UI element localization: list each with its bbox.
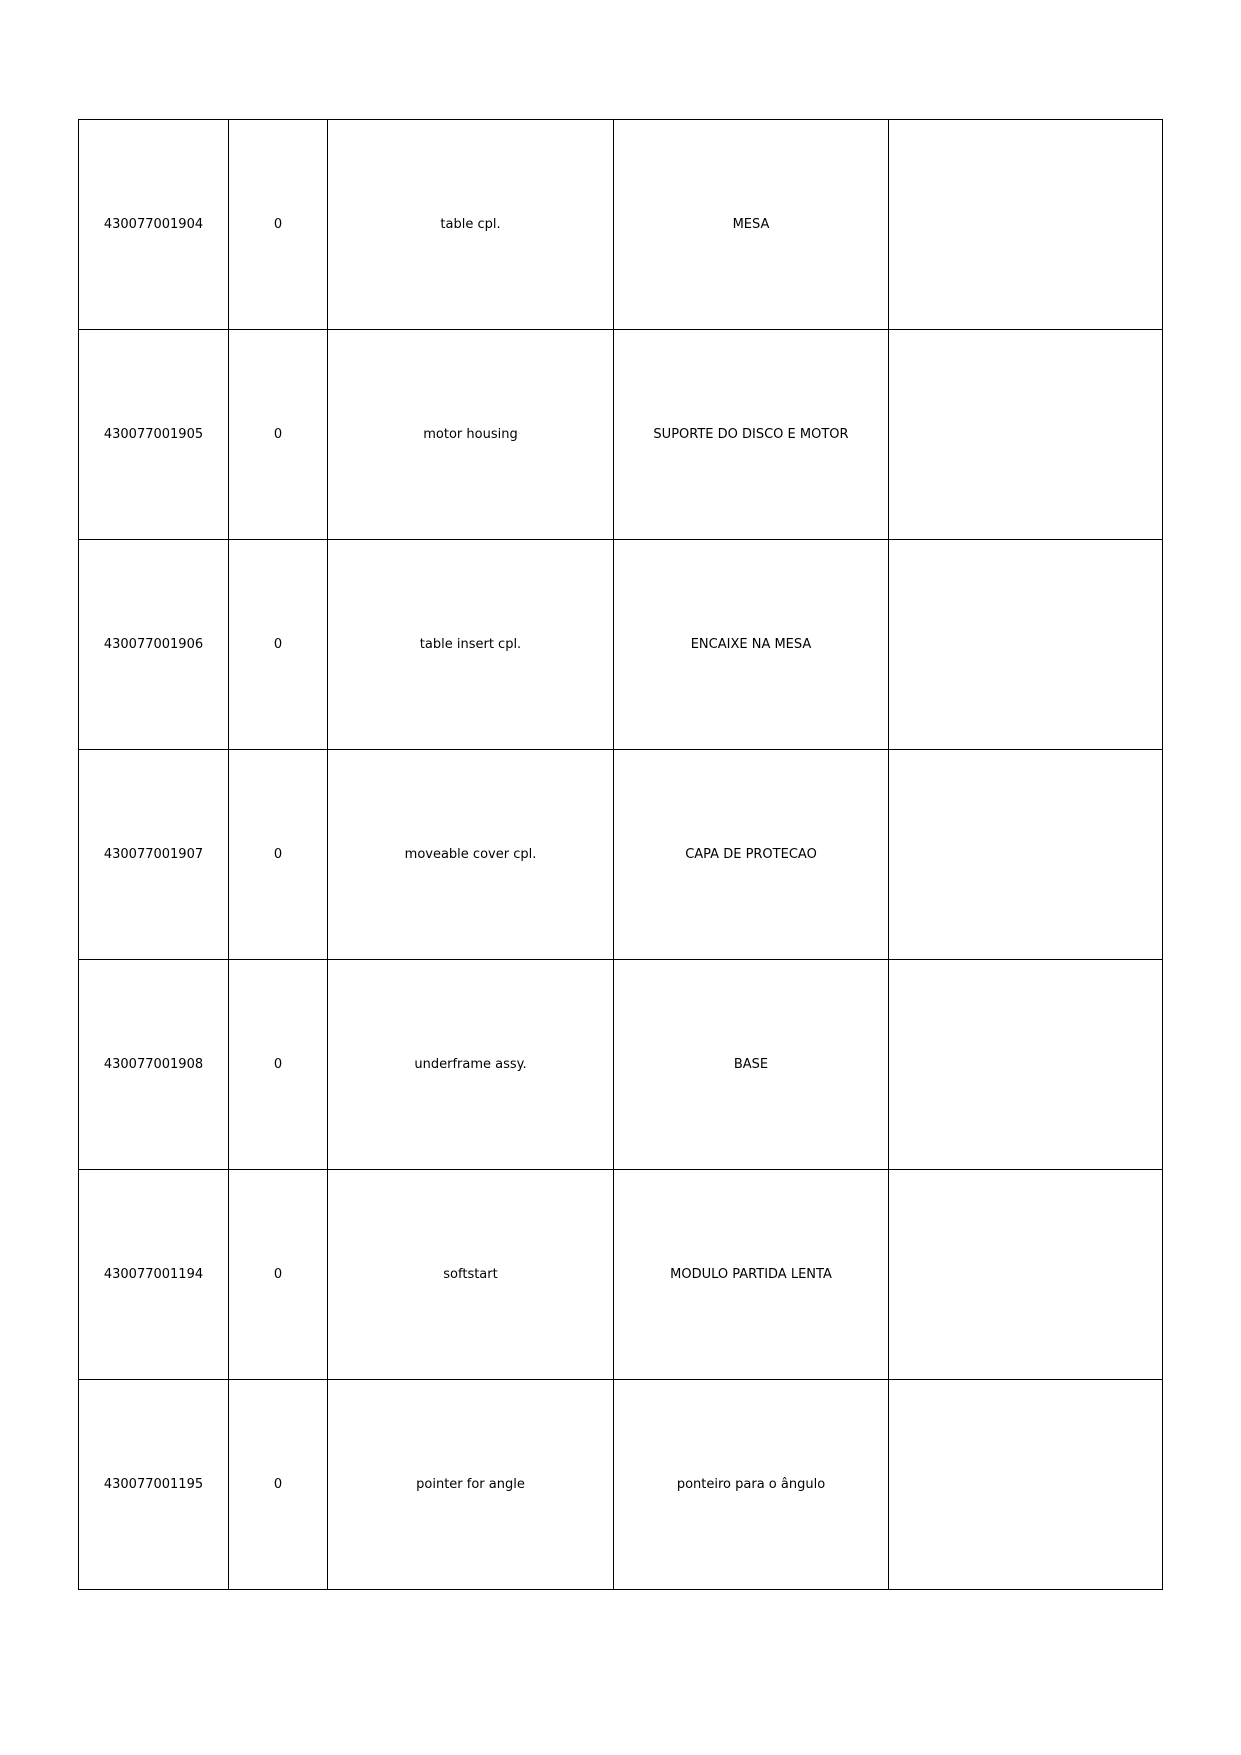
note-cell: [889, 1380, 1163, 1590]
description-en-cell: motor housing: [328, 330, 614, 540]
quantity-cell: 0: [229, 540, 328, 750]
part-number-cell: 430077001907: [79, 750, 229, 960]
quantity-cell: 0: [229, 1380, 328, 1590]
table-row: [79, 120, 1163, 330]
quantity-cell: 0: [229, 120, 328, 330]
note-cell: [889, 960, 1163, 1170]
table-row: [79, 750, 1163, 960]
table-row: [79, 1380, 1163, 1590]
description-en-cell: table cpl.: [328, 120, 614, 330]
description-en-cell: table insert cpl.: [328, 540, 614, 750]
description-en-cell: pointer for angle: [328, 1380, 614, 1590]
note-cell: [889, 540, 1163, 750]
parts-table: [78, 119, 1163, 1590]
quantity-cell: 0: [229, 750, 328, 960]
part-number-cell: 430077001905: [79, 330, 229, 540]
description-pt-cell: SUPORTE DO DISCO E MOTOR: [614, 330, 889, 540]
description-pt-cell: MODULO PARTIDA LENTA: [614, 1170, 889, 1380]
quantity-cell: 0: [229, 330, 328, 540]
note-cell: [889, 1170, 1163, 1380]
description-en-cell: moveable cover cpl.: [328, 750, 614, 960]
description-pt-cell: ENCAIXE NA MESA: [614, 540, 889, 750]
part-number-cell: 430077001194: [79, 1170, 229, 1380]
description-pt-cell: MESA: [614, 120, 889, 330]
description-pt-cell: BASE: [614, 960, 889, 1170]
part-number-cell: 430077001904: [79, 120, 229, 330]
description-en-cell: softstart: [328, 1170, 614, 1380]
description-pt-cell: ponteiro para o ângulo: [614, 1380, 889, 1590]
part-number-cell: 430077001195: [79, 1380, 229, 1590]
description-pt-cell: CAPA DE PROTECAO: [614, 750, 889, 960]
table-row: [79, 330, 1163, 540]
table-row: [79, 960, 1163, 1170]
note-cell: [889, 120, 1163, 330]
part-number-cell: 430077001906: [79, 540, 229, 750]
description-en-cell: underframe assy.: [328, 960, 614, 1170]
table-row: [79, 540, 1163, 750]
table-row: [79, 1170, 1163, 1380]
note-cell: [889, 750, 1163, 960]
quantity-cell: 0: [229, 1170, 328, 1380]
note-cell: [889, 330, 1163, 540]
quantity-cell: 0: [229, 960, 328, 1170]
part-number-cell: 430077001908: [79, 960, 229, 1170]
